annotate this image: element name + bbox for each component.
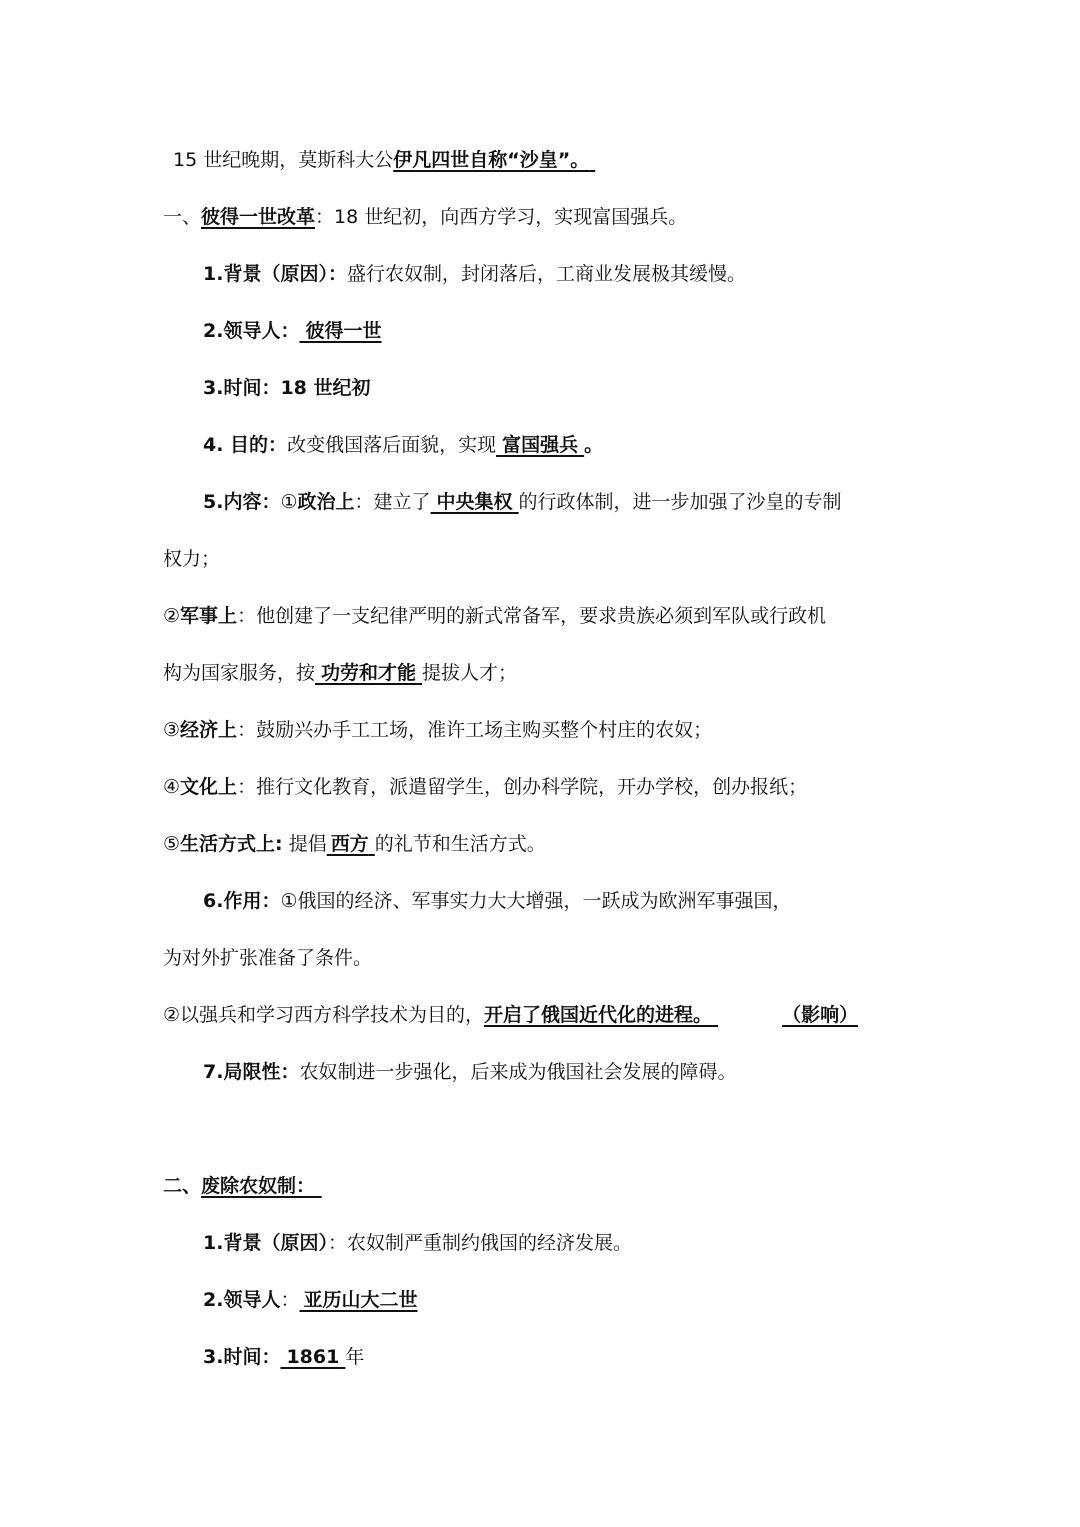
blank-underline bbox=[315, 1170, 321, 1202]
s2-background-line bbox=[203, 1227, 963, 1259]
lifestyle-answer: 西方 bbox=[330, 833, 369, 855]
intro-emphasis: 伊凡四世自称“沙皇”。 bbox=[393, 149, 590, 171]
content-lifestyle-line bbox=[163, 828, 923, 860]
item-label: 4. 目的： bbox=[203, 434, 288, 456]
leader-line bbox=[203, 315, 963, 347]
section-title: 废除农奴制： bbox=[201, 1175, 316, 1197]
content-politics-line bbox=[203, 486, 963, 518]
section-summary: ：18 世纪初，向西方学习，实现富国强兵。 bbox=[315, 206, 688, 228]
point-marker: ① bbox=[280, 491, 298, 513]
time-answer: 18 世纪初 bbox=[280, 377, 371, 399]
item-text: 盛行农奴制，封闭落后，工商业发展极其缓慢。 bbox=[346, 263, 746, 285]
item-label: 1.背景（原因） bbox=[203, 1232, 328, 1254]
background-line bbox=[203, 258, 963, 290]
time-unit: 年 bbox=[345, 1346, 365, 1368]
item-text: 为对外扩张准备了条件。 bbox=[163, 947, 373, 969]
point-marker: ② bbox=[163, 605, 181, 627]
point-text: 构为国家服务，按 bbox=[163, 662, 316, 684]
point-text: 权力； bbox=[163, 548, 221, 570]
point-marker: ④ bbox=[163, 776, 181, 798]
leader-answer: 彼得一世 bbox=[305, 320, 382, 342]
intro-text: 15 世纪晚期，莫斯科大公 bbox=[173, 149, 394, 171]
content-economy-line bbox=[163, 714, 923, 746]
item-text: ①俄国的经济、军事实力大大增强，一跃成为欧洲军事强国， bbox=[280, 890, 792, 912]
section-title: 彼得一世改革 bbox=[201, 206, 316, 228]
point-text: ：鼓励兴办手工工场，准许工场主购买整个村庄的农奴； bbox=[237, 719, 713, 741]
limitation-line bbox=[203, 1056, 963, 1088]
item-text: ②以强兵和学习西方科学技术为目的， bbox=[163, 1004, 485, 1026]
point-text: ：他创建了一支纪律严明的新式常备军，要求贵族必须到军队或行政机 bbox=[237, 605, 827, 627]
blank-underline bbox=[712, 999, 736, 1031]
point-label: 军事上 bbox=[180, 605, 238, 627]
section-number: 一、 bbox=[163, 206, 202, 228]
item-label: 6.作用： bbox=[203, 890, 281, 912]
military-answer: 功劳和才能 bbox=[321, 662, 417, 684]
item-text: ：农奴制严重制约俄国的经济发展。 bbox=[327, 1232, 632, 1254]
point-marker: ⑤ bbox=[163, 833, 181, 855]
intro-line bbox=[173, 144, 933, 176]
point-text: ：推行文化教育，派遣留学生，创办科学院，开办学校，创办报纸； bbox=[237, 776, 808, 798]
point-text: 的礼节和生活方式。 bbox=[374, 833, 546, 855]
item-label: 3.时间： bbox=[203, 1346, 281, 1368]
section-1-heading bbox=[163, 201, 923, 233]
time-line bbox=[203, 372, 963, 404]
content-military-continued bbox=[163, 657, 923, 689]
aim-end: 。 bbox=[584, 434, 604, 456]
point-text: 的行政体制，进一步加强了沙皇的专制 bbox=[518, 491, 842, 513]
politics-answer: 中央集权 bbox=[436, 491, 513, 513]
effect-line bbox=[203, 885, 963, 917]
point-marker: ③ bbox=[163, 719, 181, 741]
item-colon: ： bbox=[280, 1289, 300, 1311]
point-text: 提拔人才； bbox=[422, 662, 518, 684]
point-label: 生活方式上: bbox=[180, 833, 283, 855]
s2-leader-answer: 亚历山大二世 bbox=[303, 1289, 418, 1311]
effect-2-line bbox=[163, 999, 923, 1031]
point-label: 政治上 bbox=[297, 491, 355, 513]
section-number: 二、 bbox=[163, 1175, 202, 1197]
effect-continued bbox=[163, 942, 923, 974]
effect-answer: 开启了俄国近代化的进程。 bbox=[484, 1004, 713, 1026]
aim-answer: 富国强兵 bbox=[502, 434, 579, 456]
item-text: 农奴制进一步强化，后来成为俄国社会发展的障碍。 bbox=[299, 1061, 737, 1083]
aim-line bbox=[203, 429, 963, 461]
item-label: 1.背景（原因）： bbox=[203, 263, 347, 285]
blank-underline bbox=[589, 144, 607, 176]
point-text: 提倡 bbox=[282, 833, 327, 855]
item-label: 5.内容： bbox=[203, 491, 281, 513]
section-2-heading bbox=[163, 1170, 923, 1202]
item-label: 2.领导人： bbox=[203, 320, 300, 342]
content-military-line bbox=[163, 600, 923, 632]
item-text: 改变俄国落后面貌，实现 bbox=[287, 434, 497, 456]
s2-time-answer: 1861 bbox=[286, 1346, 340, 1368]
item-label: 2.领导人 bbox=[203, 1289, 281, 1311]
content-culture-line bbox=[163, 771, 923, 803]
s2-time-line bbox=[203, 1341, 963, 1373]
item-label: 7.局限性： bbox=[203, 1061, 300, 1083]
item-label: 3.时间： bbox=[203, 377, 281, 399]
content-politics-continued bbox=[163, 543, 923, 575]
effect-tag: （影响） bbox=[782, 1004, 859, 1026]
point-text: ：建立了 bbox=[354, 491, 431, 513]
point-label: 经济上 bbox=[180, 719, 238, 741]
s2-leader-line bbox=[203, 1284, 963, 1316]
point-label: 文化上 bbox=[180, 776, 238, 798]
